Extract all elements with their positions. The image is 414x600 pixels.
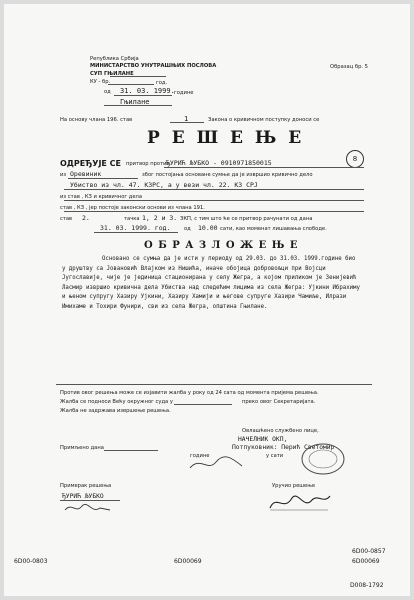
official-seal-icon: [300, 442, 346, 476]
reference-line-1: из став , КЗ и кривичног дела: [60, 194, 143, 200]
header-city: Гњилане: [120, 98, 150, 106]
ku-god: год.: [156, 80, 168, 86]
bates-center: 6D00069: [174, 558, 202, 565]
hour-label: године: [190, 453, 210, 459]
against-label: притвор против: [126, 161, 170, 167]
rationale-title: О Б Р А З Л О Ж Е Њ Е: [144, 240, 299, 251]
received-stamp-mark: 8: [346, 150, 364, 168]
legal-basis-stav: 1: [184, 115, 189, 123]
from-place: Оревиник: [70, 170, 102, 178]
handed-label: Уручио решење: [272, 483, 316, 489]
document-title: Р Е Ш Е Њ Е: [147, 128, 305, 148]
sup-text: СУП ГЊИЛАНЕ: [90, 71, 134, 77]
appeal-line-2-suffix: преко овог Секретаријата.: [242, 399, 316, 405]
date-prefix: од: [104, 89, 111, 95]
stav-label: став: [60, 216, 73, 222]
rationale-text: Основано се сумња да је исти у периоду од 29.03. до 31.03. 1999.године био у друштву са Јовановић Влајком из Нишића, иначе обојица добровољци при Војсци Југославије, чије је јединица стационирана у селу Жегра, а којом приликом је Зенијевић Ласмир извршио кривична дела Убиства над следећим лицима из села Жегра: Ујкини Ибрахиму и њеном супругу Хазиру Ујкини, Хазиру Хамији и његове супруге Хазири Чамиље, Илрази Имихаме и Тохири Фунири, сви из села Жегра, општина Гњилане.: [62, 256, 360, 310]
document-page: [4, 4, 410, 596]
received-label: Примљено дана: [60, 445, 104, 451]
tacka-value: 1, 2 и 3.: [142, 214, 178, 222]
reference-line-2: став , КЗ , јер постоје законски основи из члана 191.: [60, 205, 205, 211]
copy-label: Примерак решења: [60, 483, 112, 489]
ministry-label: МИНИСТАРСТВО УНУТРАШЊИХ ПОСЛОВА: [90, 63, 217, 69]
copy-name: ЂУРИЋ ЉУБКО: [62, 493, 104, 500]
signature-mark-icon: [186, 454, 246, 474]
detention-text: ЗКП, с тим што ће се притвор рачунати од дана: [180, 216, 313, 222]
officer-name: Потпуковник: Перић Светомир: [232, 444, 335, 451]
form-number: Образац бр. 5: [330, 64, 368, 70]
legal-basis-suffix: Закона о кривичном поступку доноси се: [208, 117, 320, 123]
officer-title: НАЧЕЛНИК ОКП,: [238, 436, 288, 443]
stav-value: 2.: [82, 214, 90, 222]
bates-right-top: 6D00-0857: [352, 548, 386, 555]
suspect-name: ЂУРИЋ ЉУБКО - 0910971850015: [166, 159, 272, 167]
date-year-suffix: године: [174, 90, 194, 96]
legal-basis-prefix: На основу члана 196. став: [60, 117, 133, 123]
orders-label: ОДРЕЂУЈЕ СЕ: [60, 159, 122, 168]
detention-date: 31. 03. 1999. год.: [100, 224, 171, 232]
republic-label: Република Србија: [90, 56, 139, 62]
appeal-line-2-prefix: Жалба се подноси Већу окружног суда у: [60, 399, 173, 405]
from-hour-label: од: [184, 226, 191, 232]
header-date: 31. 03. 1999.: [120, 87, 175, 95]
recipient-signature-icon: [62, 500, 114, 516]
ku-label: КУ - бр.: [90, 79, 111, 85]
offense-text: Убиство из чл. 47. КЗРС, а у вези чл. 22. КЗ СРЈ: [70, 181, 258, 189]
hour-suffix: сати, као моменат лишавања слободе.: [220, 226, 327, 232]
bates-right-bottom: 6D00069: [352, 558, 380, 565]
appeal-line-3: Жалба не задржава извршење решења.: [60, 408, 171, 414]
detention-hour: 10.00: [198, 224, 218, 232]
tacka-label: тачка: [124, 216, 140, 222]
grounds-text: због постојања основане сумње да је извршио кривично дело: [142, 172, 313, 178]
bates-left: 6D00-0803: [14, 558, 48, 565]
appeal-line-1: Против овог решења може се изјавити жалба у року од 24 сата од момента пријема решења.: [60, 390, 319, 396]
time-label: у сати: [266, 453, 284, 459]
from-label: из: [60, 172, 67, 178]
bates-corner: D008-1792: [350, 582, 384, 589]
officer-signature-icon: [266, 488, 332, 514]
officer-label: Овлашћено службено лице,: [242, 428, 319, 434]
